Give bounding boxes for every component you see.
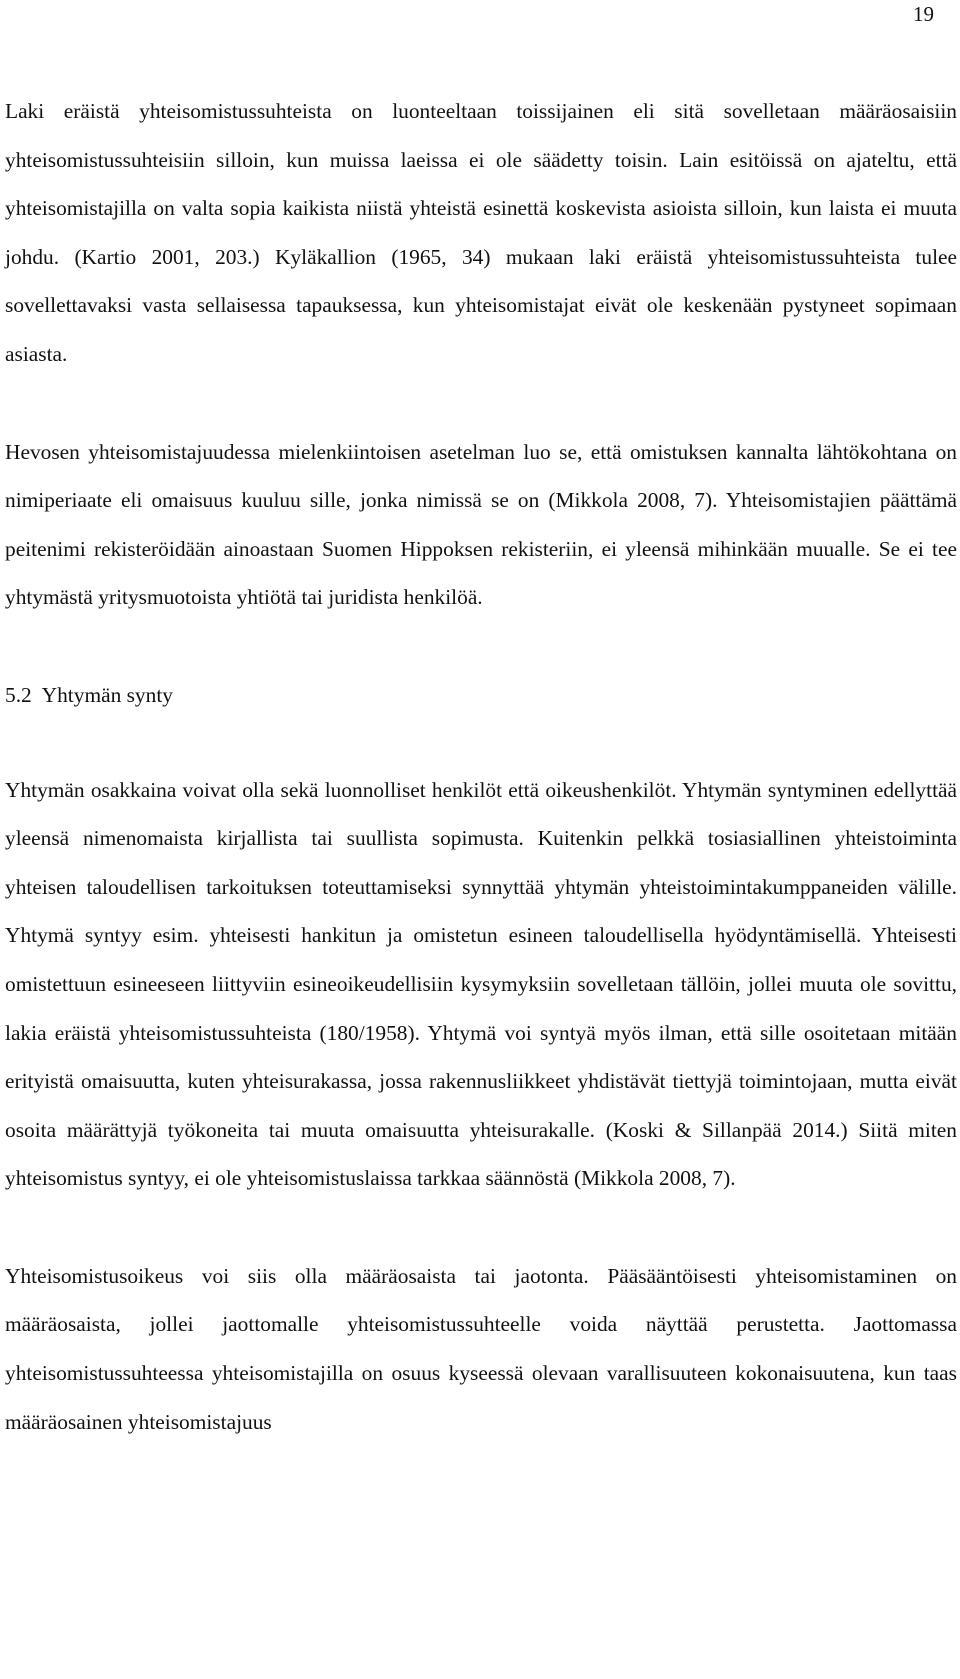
- section-heading: [5, 671, 957, 720]
- paragraph-yhtyman-osakkaat: Yhtymän osakkaina voivat olla sekä luonnolliset henkilöt että oikeushenkilöt. Yhtymän syntyminen edellyttää yleensä nimenomaista kirjallista tai suullista sopimusta. Kuitenkin pelkkä tosiasiallinen yhteistoiminta yhteisen taloudellisen tarkoituksen toteuttamiseksi synnyttää yhtymän yhteistoimintakumppaneiden välille. Yhtymä syntyy esim. yhteisesti hankitun ja omistetun esineen taloudellisella hyödyntämisellä. Yhteisesti omistettuun esineeseen liittyviin esineoikeudellisiin kysymyksiin sovelletaan tällöin, jollei muuta ole sovittu, lakia eräistä yhteisomistussuhteista (180/1958). Yhtymä voi syntyä myös ilman, että sille osoitetaan mitään erityistä omaisuutta, kuten yhteisurakassa, jossa rakennusliikkeet yhdistävät tiettyjä toimintojaan, mutta eivät osoita määrättyjä työkoneita tai muuta omaisuutta yhteisurakalle. (Koski & Sillanpää 2014.) Siitä miten yhteisomistus syntyy, ei ole yhteisomistuslaissa tarkkaa säännöstä (Mikkola 2008, 7).: [5, 777, 957, 1191]
- paragraph-hevosen-yhteisomistajuus: Hevosen yhteisomistajuudessa mielenkiintoisen asetelman luo se, että omistuksen kannalta lähtökohtana on nimiperiaate eli omaisuus kuuluu sille, jonka nimissä se on (Mikkola 2008, 7). Yhteisomistajien päättämä peitenimi rekisteröidään ainoastaan Suomen Hippoksen rekisteriin, ei yleensä mihinkään muualle. Se ei tee yhtymästä yritysmuotoista yhtiötä tai juridista henkilöä.: [5, 439, 957, 610]
- section-title: Yhtymän synty: [41, 682, 173, 707]
- paragraph-laki-yhteisomistussuhteista: Laki eräistä yhteisomistussuhteista on luonteeltaan toissijainen eli sitä sovelletaan määräosaisiin yhteisomistussuhteisiin silloin, kun muissa laeissa ei ole säädetty toisin. Lain esitöissä on ajateltu, että yhteisomistajilla on valta sopia kaikista niistä yhteistä esinettä koskevista asioista silloin, kun laista ei muuta johdu. (Kartio 2001, 203.) Kyläkallion (1965, 34) mukaan laki eräistä yhteisomistussuhteista tulee sovellettavaksi vasta sellaisessa tapauksessa, kun yhteisomistajat eivät ole keskenään pystyneet sopimaan asiasta.: [5, 99, 957, 366]
- section-number: 5.2: [5, 682, 32, 707]
- heading-spacer: [5, 720, 957, 766]
- paragraph-spacer: [5, 379, 957, 428]
- document-body: [5, 87, 957, 1446]
- paragraph-yhteisomistusoikeus: Yhteisomistusoikeus voi siis olla määräosaista tai jaotonta. Pääsääntöisesti yhteisomistaminen on määräosaista, jollei jaottomalle yhteisomistussuhteelle voida näyttää perustetta. Jaottomassa yhteisomistussuhteessa yhteisomistajilla on osuus kyseessä olevaan varallisuuteen kokonaisuutena, kun taas määräosainen yhteisomistajuus: [5, 1263, 957, 1434]
- page-number: 19: [913, 2, 934, 26]
- paragraph-spacer: [5, 622, 957, 671]
- paragraph-spacer: [5, 1203, 957, 1252]
